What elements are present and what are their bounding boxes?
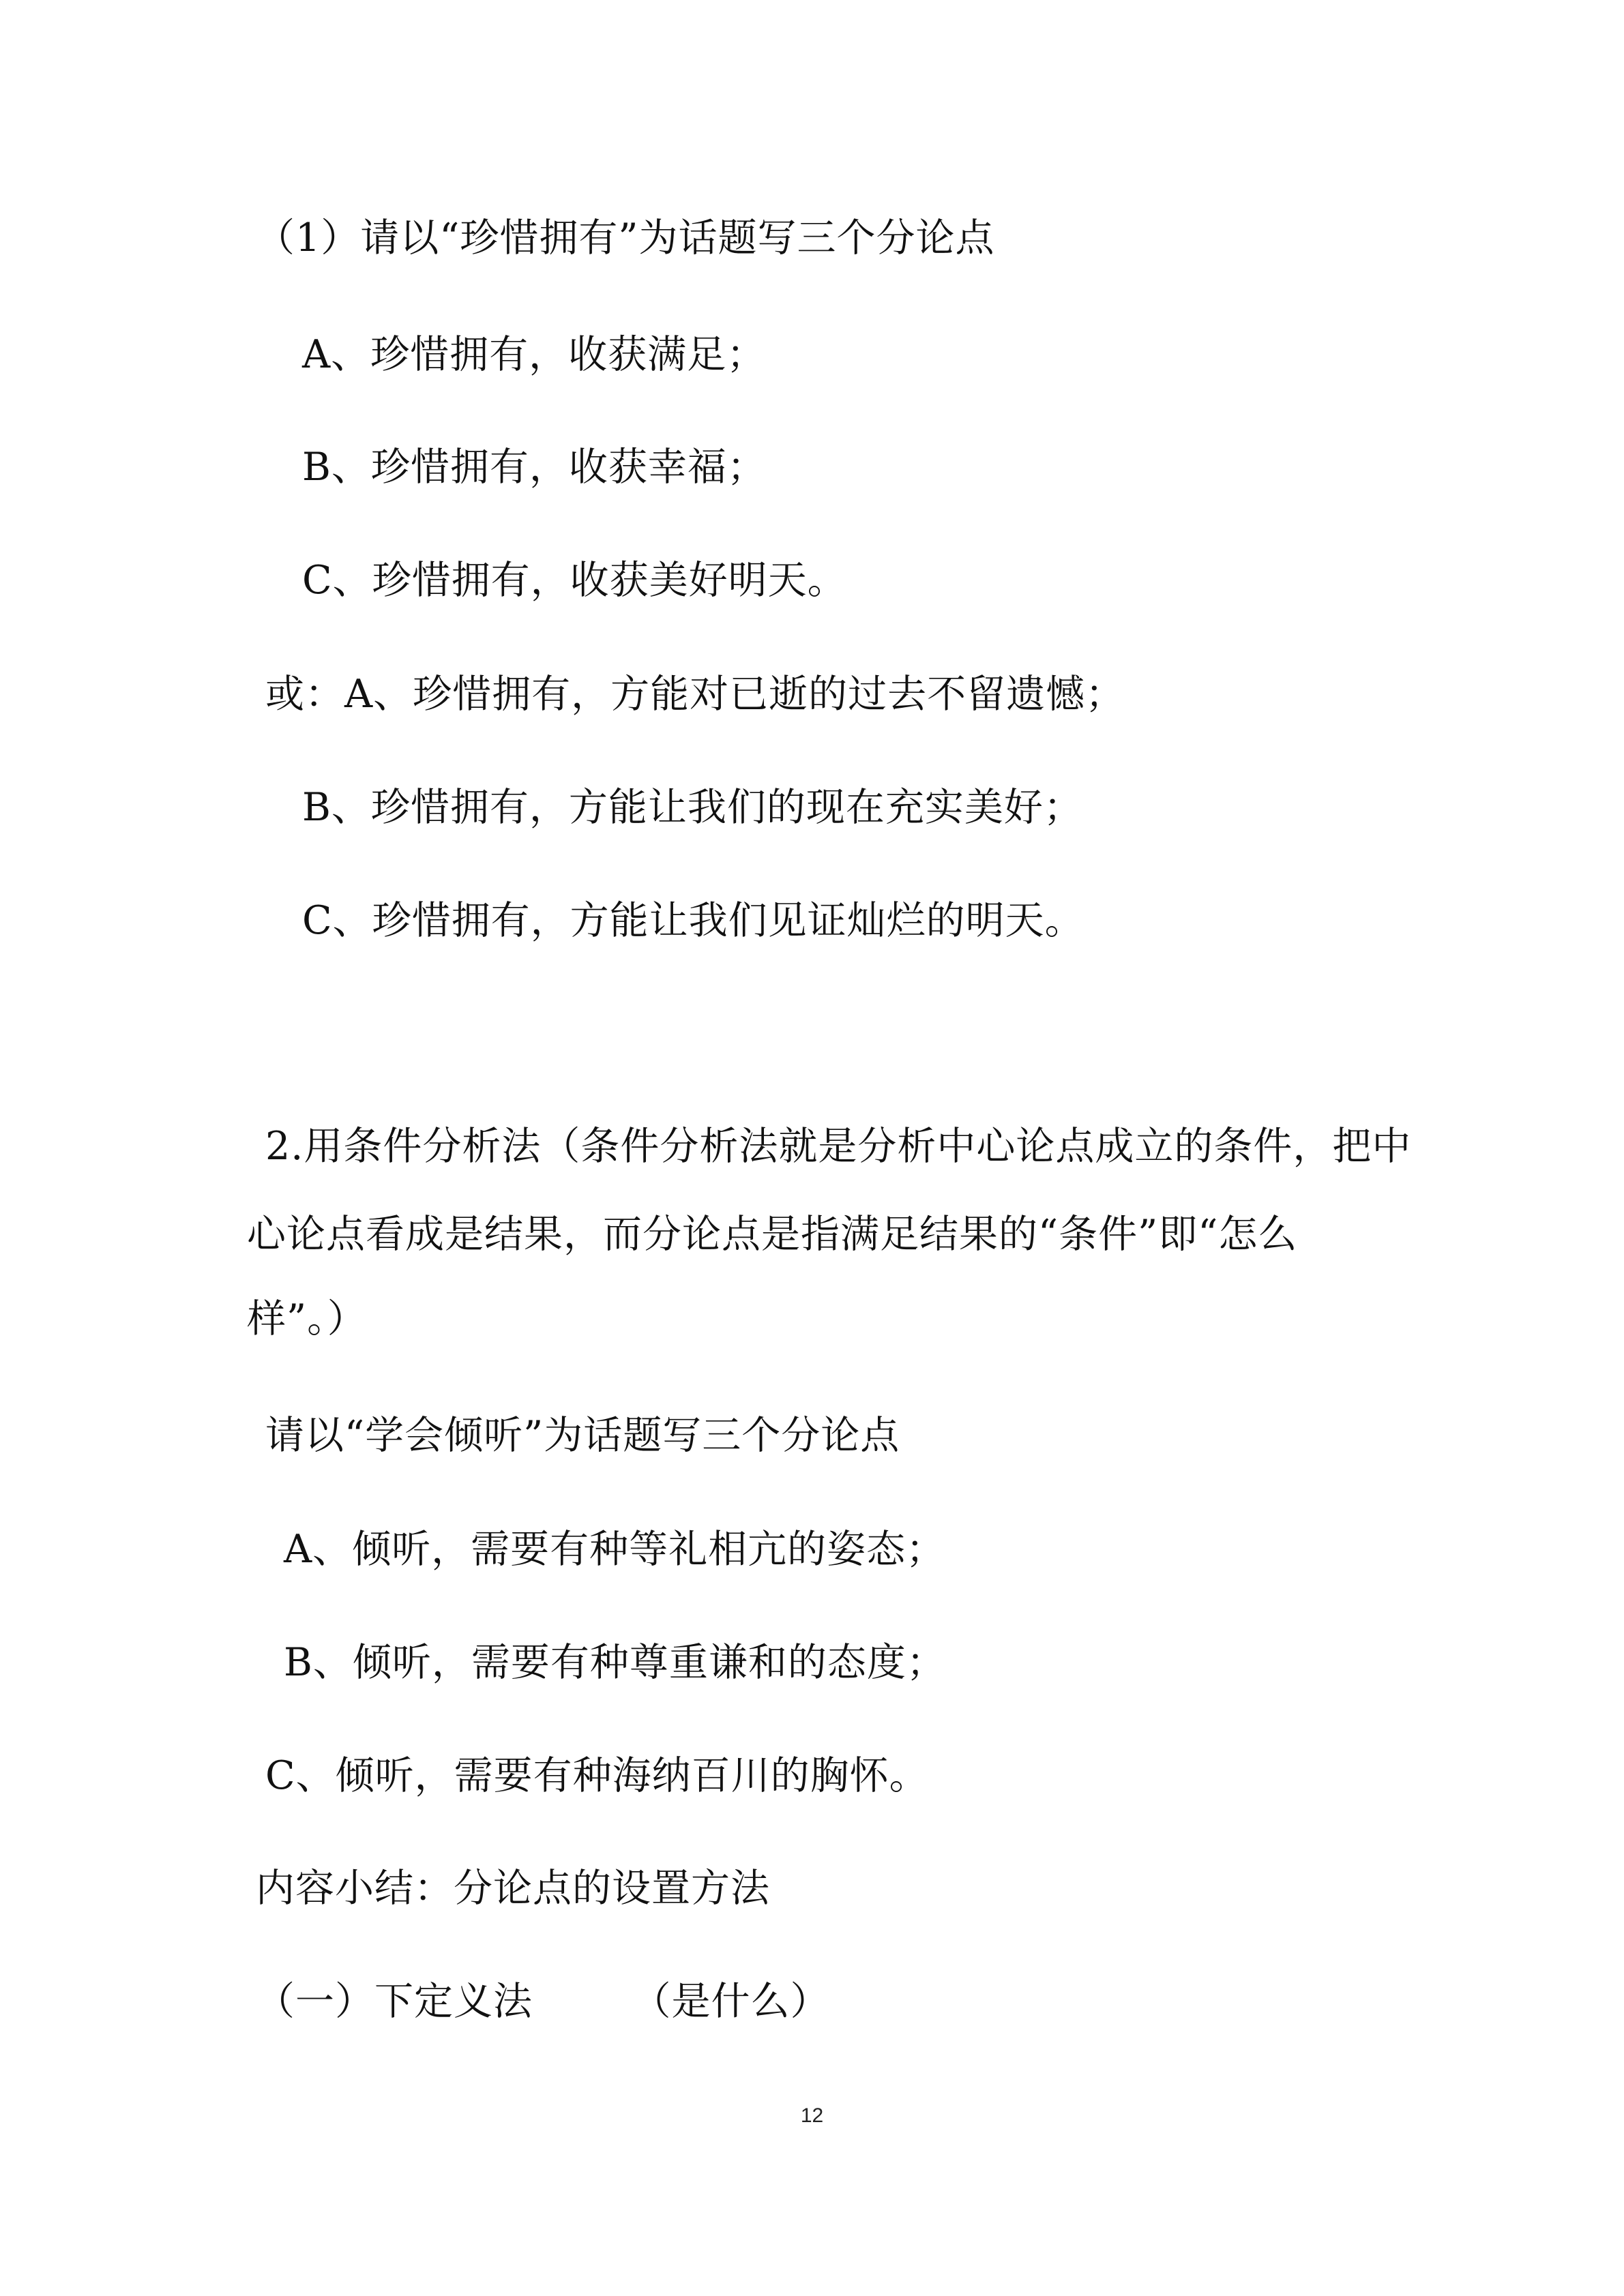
section-2-intro-end: 样”。）: [247, 1296, 367, 1341]
method-1: （一）下定义法 （是什么）: [256, 1979, 830, 2024]
point-b-2: B、倾听，需要有种尊重谦和的态度；: [284, 1640, 946, 1685]
alt-point-b: B、珍惜拥有，方能让我们的现在充实美好；: [302, 785, 1083, 830]
heading-question-2: 请以“学会倾听”为话题写三个分论点: [265, 1413, 900, 1458]
point-b-1: B、珍惜拥有，收获幸福；: [302, 445, 767, 490]
alt-point-c: C、珍惜拥有，方能让我们见证灿烂的明天。: [302, 898, 1084, 943]
point-a-2: A、倾听，需要有种等礼相亢的姿态；: [284, 1527, 946, 1572]
point-a-1: A、珍惜拥有，收获满足；: [302, 332, 767, 377]
point-c-2: C、倾听，需要有种海纳百川的胸怀。: [265, 1753, 929, 1798]
alt-point-a: 或：A、珍惜拥有，方能对已逝的过去不留遗憾；: [265, 672, 1125, 717]
summary-heading: 内容小结：分论点的设置方法: [256, 1866, 770, 1911]
page-number: 12: [800, 2104, 824, 2127]
heading-question-1: （1）请以“珍惜拥有”为话题写三个分论点: [256, 215, 995, 260]
point-c-1: C、珍惜拥有，收获美好明天。: [302, 558, 847, 603]
section-2-intro: 2.用条件分析法（条件分析法就是分析中心论点成立的条件，把中: [265, 1124, 1412, 1169]
section-2-intro-cont: 心论点看成是结果，而分论点是指满足结果的“条件”即“怎么: [247, 1212, 1298, 1257]
